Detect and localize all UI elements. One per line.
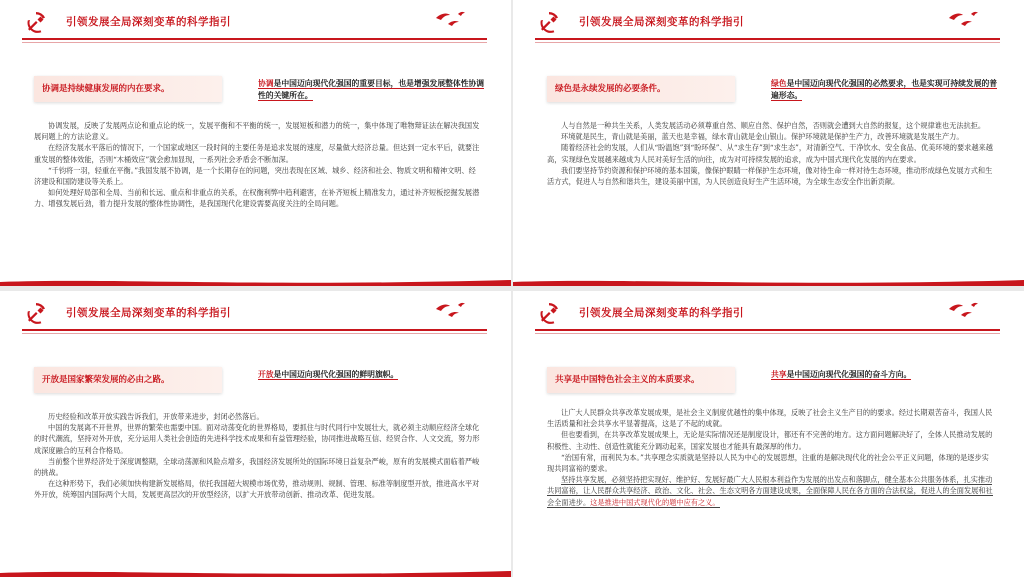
paragraph: “治国有常，而利民为本。”共享理念实质就是坚持以人民为中心的发展思想，注重的是解决现代化的社会公平正义问题，体现的是逐步实现共同富裕的要求。 (547, 452, 989, 474)
slide-openness[interactable] (0, 291, 511, 577)
slide-green[interactable] (513, 0, 1024, 286)
slide-coordination[interactable] (0, 0, 511, 286)
header-rule-thin (535, 42, 1000, 43)
header-rule-thin (22, 333, 487, 334)
slide-sharing[interactable] (513, 291, 1024, 577)
paragraph: 让广大人民群众共享改革发展成果，是社会主义制度优越性的集中体现，反映了社会主义生产目的的要求。经过长期艰苦奋斗，我国人民生活质量和社会共享水平显著提高，这是了不起的成就。 (547, 408, 993, 429)
paragraph: 历史经验和改革开放实践告诉我们，开放带来进步，封闭必然落后。 (48, 412, 264, 421)
flying-doves-icon (931, 6, 981, 34)
highlight-text: 坚持共享发展，必须坚持把实现好、维护好、发展好最广大人民根本利益作为发展的出发点和落脚点，健全基本公共服务体系，扎实推动共同富裕，让人民群众共享经济、政治、文化、社会、生态文明各方面建设成果，全面保障人民在各方面的合法权益，促进人的全面发展和社会全面进步。 (547, 475, 993, 507)
header-rule-thin (535, 333, 1000, 334)
section-tag: 协调是持续健康发展的内在要求。 (34, 76, 222, 102)
paragraph: “千钧将一羽，轻重在平衡。”我国发展不协调，是一个长期存在的问题，突出表现在区域、城乡、经济和社会、物质文明和精神文明、经济建设和国防建设等关系上。 (34, 165, 476, 187)
section-tag: 开放是国家繁荣发展的必由之路。 (34, 367, 222, 393)
definition-rest: 是中国迈向现代化强国的重要目标，也是增强发展整体性协调性的关键所在。 (258, 79, 485, 100)
definition-keyword: 开放 (258, 370, 274, 379)
header-rule (535, 38, 1000, 40)
definition-text (771, 78, 1001, 102)
definition-text (771, 369, 1001, 381)
header-rule (535, 329, 1000, 331)
paragraph: 随着经济社会的发展，人们从“盼温饱”到“盼环保”、从“求生存”到“求生态”，对清新空气、干净饮水、安全食品、优美环境的要求越来越高，实现绿色发展越来越成为人民对美好生活的向往，成为对可持续发展的追求，成为中国式现代化发展的内在要求。 (547, 143, 993, 164)
paragraph: 当前整个世界经济处于深度调整期，全球动荡源和风险点增多，我国经济发展所处的国际环境日益复杂严峻，原有的发展模式面临着严峻的挑战。 (34, 456, 480, 478)
party-emblem-icon (24, 301, 48, 325)
flying-doves-icon (418, 297, 468, 325)
header-title: 引领发展全局深刻变革的科学指引 (579, 16, 744, 28)
definition-text (258, 78, 488, 102)
paragraph: 如何处理好局部和全局、当前和长远、重点和非重点的关系，在权衡利弊中趋利避害，在补齐短板上精准发力，通过补齐短板挖掘发展潜力、增强发展后劲，着力提升发展的整体性协调性，是我国现代化建设需要高度关注的全局问题。 (34, 188, 480, 209)
flying-doves-icon (931, 297, 981, 325)
paragraph: 人与自然是一种共生关系，人类发展活动必须尊重自然、顺应自然、保护自然，否则就会遭到大自然的报复，这个规律谁也无法抗拒。 (561, 121, 986, 130)
definition-keyword: 绿色 (771, 79, 787, 88)
header-rule (22, 329, 487, 331)
paragraph: 我们要坚持节约资源和保护环境的基本国策，像保护眼睛一样保护生态环境，像对待生命一样对待生态环境，推动形成绿色发展方式和生活方式，促进人与自然和谐共生，建设美丽中国，为人民创造良好生产生活环境，为全球生态安全作出新贡献。 (547, 165, 993, 187)
header-title: 引领发展全局深刻变革的科学指引 (579, 307, 744, 319)
highlight-paragraph (547, 474, 993, 508)
header-rule (22, 38, 487, 40)
header-rule-thin (22, 42, 487, 43)
body-text (547, 407, 993, 508)
definition-rest: 是中国迈向现代化强国的奋斗方向。 (786, 370, 912, 379)
footer-wave (0, 567, 511, 577)
paragraph: 协调发展，反映了发展两点论和重点论的统一，发展平衡和不平衡的统一，发展短板和潜力的统一，集中体现了唯物辩证法在解决我国发展问题上的方法论意义。 (34, 121, 480, 142)
body-text (547, 120, 993, 187)
paragraph: 环境就是民生，青山就是美丽，蓝天也是幸福，绿水青山就是金山银山。保护环境就是保护生产力，改善环境就是发展生产力。 (561, 132, 964, 142)
definition-rest: 是中国迈向现代化强国的鲜明旗帜。 (273, 370, 399, 379)
header-title: 引领发展全局深刻变革的科学指引 (66, 16, 231, 28)
body-text (34, 411, 480, 501)
paragraph: 在经济发展水平落后的情况下，一个国家或地区一段时间的主要任务是追求发展的速度，尽量做大经济总量。但达到一定水平后，就要注重发展的整体效能，否则“木桶效应”就会愈加显现，一系列社会矛盾会不断加深。 (34, 143, 480, 164)
paragraph: 但也要看到，在共享改革发展成果上，无论是实际情况还是制度设计，都还有不完善的地方。这方面问题解决好了，全体人民推动发展的积极性、主动性、创造性就能充分调动起来，国家发展也才能具有最深厚的伟力。 (547, 430, 993, 451)
header-title: 引领发展全局深刻变革的科学指引 (66, 307, 231, 319)
definition-keyword: 协调 (258, 79, 274, 88)
highlight-red-text: 这是推进中国式现代化的题中应有之义。 (590, 497, 720, 507)
party-emblem-icon (537, 301, 561, 325)
definition-rest: 是中国迈向现代化强国的必然要求，也是实现可持续发展的普遍形态。 (771, 79, 998, 100)
definition-text (258, 369, 488, 381)
definition-keyword: 共享 (771, 370, 787, 379)
section-tag: 绿色是永续发展的必要条件。 (547, 76, 735, 102)
body-text (34, 120, 480, 210)
paragraph: 中国的发展离不开世界，世界的繁荣也需要中国。面对动荡变化的世界格局，要抓住与时代同行中发展壮大，就必须主动顺应经济全球化的时代潮流，坚持对外开放，充分运用人类社会创造的先进科学技术成果和有益管理经验，协同推进战略互信、经贸合作、人文交流，努力形成深度融合的互利合作格局。 (34, 423, 480, 455)
footer-wave (0, 276, 511, 286)
party-emblem-icon (537, 10, 561, 34)
flying-doves-icon (418, 6, 468, 34)
section-tag: 共享是中国特色社会主义的本质要求。 (547, 367, 735, 393)
paragraph: 在这种形势下，我们必须加快构建新发展格局，依托我国超大规模市场优势，推动规则、规制、管理、标准等制度型开放，推进高水平对外开放，统筹国内国际两个大局，发展更高层次的开放型经济，以扩大开放带动创新、推动改革、促进发展。 (34, 479, 480, 500)
party-emblem-icon (24, 10, 48, 34)
footer-wave (513, 276, 1024, 286)
